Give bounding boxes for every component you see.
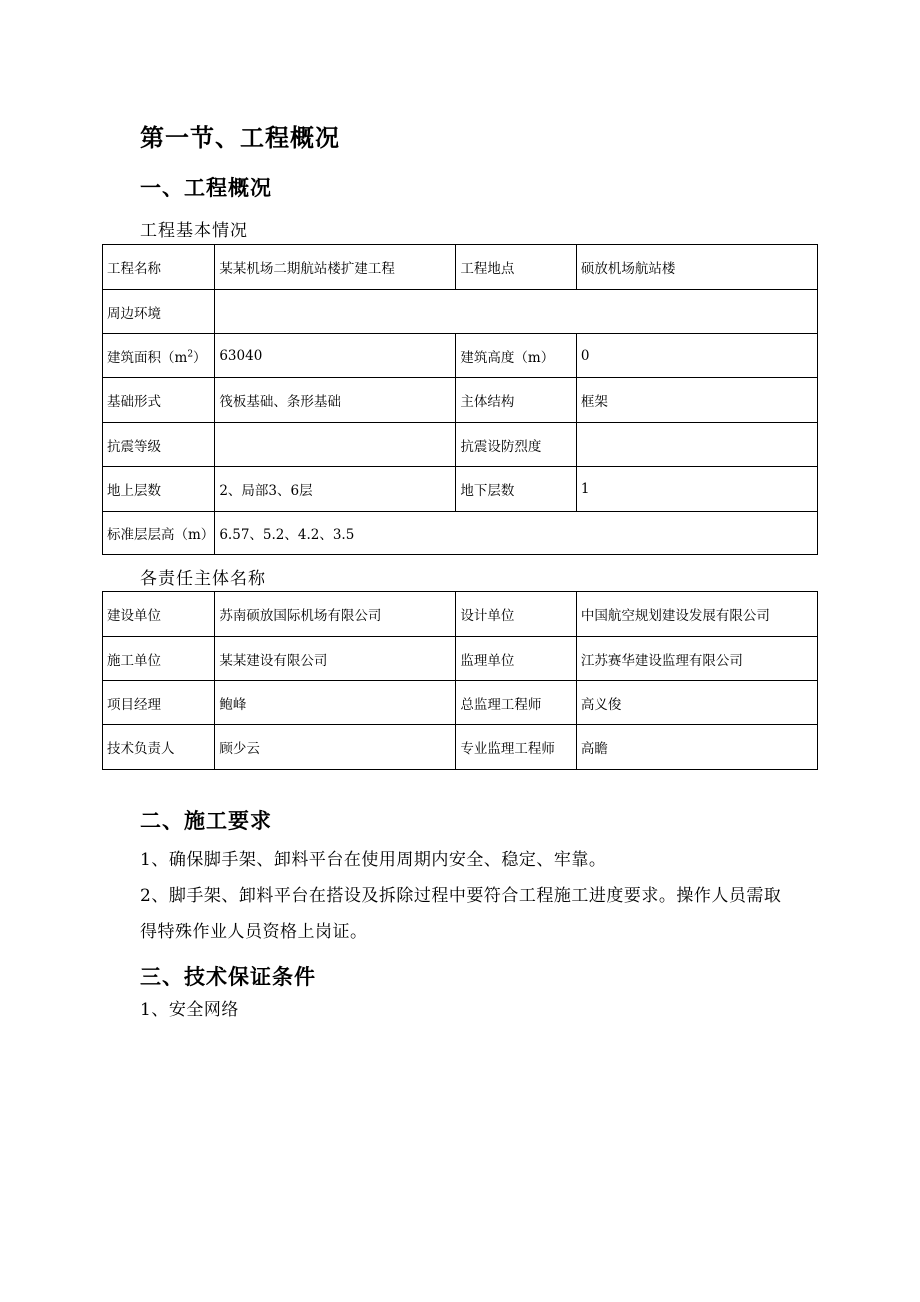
table-row xyxy=(103,290,818,334)
value-project-name: 某某机场二期航站楼扩建工程 xyxy=(215,245,456,290)
responsible-parties-table xyxy=(102,591,818,770)
value-floors-below: 1 xyxy=(576,467,817,512)
table-row xyxy=(103,592,818,637)
value-contractor: 某某建设有限公司 xyxy=(215,637,456,681)
table1-caption: 工程基本情况 xyxy=(140,221,248,241)
requirement-2: 2、脚手架、卸料平台在搭设及拆除过程中要符合工程施工进度要求。操作人员需取得特殊作业人员资格上岗证。 xyxy=(140,886,782,942)
label-contractor: 施工单位 xyxy=(103,637,215,681)
label-surroundings: 周边环境 xyxy=(103,290,215,334)
label-project-name: 工程名称 xyxy=(103,245,215,290)
value-surroundings xyxy=(215,290,818,334)
value-floor-height: 6.57、5.2、4.2、3.5 xyxy=(215,512,818,555)
value-seismic-intensity xyxy=(576,423,817,467)
table-row xyxy=(103,467,818,512)
label-floors-below: 地下层数 xyxy=(456,467,577,512)
value-chief-supervisor: 高义俊 xyxy=(576,681,817,725)
label-building-area: 建筑面积$(m^2)$ xyxy=(103,334,215,378)
table2-caption: 各责任主体名称 xyxy=(140,569,266,589)
label-project-manager: 项目经理 xyxy=(103,681,215,725)
heading-construction-requirements: 二、施工要求 xyxy=(140,809,272,833)
table-row xyxy=(103,334,818,378)
value-building-height: 0 xyxy=(576,334,817,378)
value-project-location: 硕放机场航站楼 xyxy=(576,245,817,290)
table-row xyxy=(103,512,818,555)
value-project-manager: 鲍峰 xyxy=(215,681,456,725)
value-floors-above: 2、局部3、6层 xyxy=(215,467,456,512)
value-building-area: 63040 xyxy=(215,334,456,378)
label-specialist-supervisor: 专业监理工程师 xyxy=(456,725,577,770)
label-chief-supervisor: 总监理工程师 xyxy=(456,681,577,725)
table-row xyxy=(103,423,818,467)
label-supervisor: 监理单位 xyxy=(456,637,577,681)
label-foundation-type: 基础形式 xyxy=(103,378,215,423)
requirement-1: 1、确保脚手架、卸料平台在使用周期内安全、稳定、牢靠。 xyxy=(140,850,607,870)
heading-project-overview: 一、工程概况 xyxy=(140,176,272,200)
label-main-structure: 主体结构 xyxy=(456,378,577,423)
table-row xyxy=(103,378,818,423)
label-technical-lead: 技术负责人 xyxy=(103,725,215,770)
value-seismic-grade xyxy=(215,423,456,467)
label-seismic-intensity: 抗震设防烈度 xyxy=(456,423,577,467)
section-title: 第一节、工程概况 xyxy=(140,124,340,152)
value-technical-lead: 顾少云 xyxy=(215,725,456,770)
table-row xyxy=(103,637,818,681)
value-supervisor: 江苏赛华建设监理有限公司 xyxy=(576,637,817,681)
table-row xyxy=(103,245,818,290)
label-project-location: 工程地点 xyxy=(456,245,577,290)
technical-item-1: 1、安全网络 xyxy=(140,1000,239,1020)
value-main-structure: 框架 xyxy=(576,378,817,423)
label-owner: 建设单位 xyxy=(103,592,215,637)
value-specialist-supervisor: 高瞻 xyxy=(576,725,817,770)
value-designer: 中国航空规划建设发展有限公司 xyxy=(576,592,817,637)
table-row xyxy=(103,681,818,725)
table-row xyxy=(103,725,818,770)
label-designer: 设计单位 xyxy=(456,592,577,637)
label-floor-height: 标准层层高（m） xyxy=(103,512,215,555)
heading-technical-conditions: 三、技术保证条件 xyxy=(140,965,316,989)
label-seismic-grade: 抗震等级 xyxy=(103,423,215,467)
value-foundation-type: 筏板基础、条形基础 xyxy=(215,378,456,423)
project-info-table xyxy=(102,244,818,555)
label-floors-above: 地上层数 xyxy=(103,467,215,512)
label-building-height: 建筑高度（m） xyxy=(456,334,577,378)
value-owner: 苏南硕放国际机场有限公司 xyxy=(215,592,456,637)
